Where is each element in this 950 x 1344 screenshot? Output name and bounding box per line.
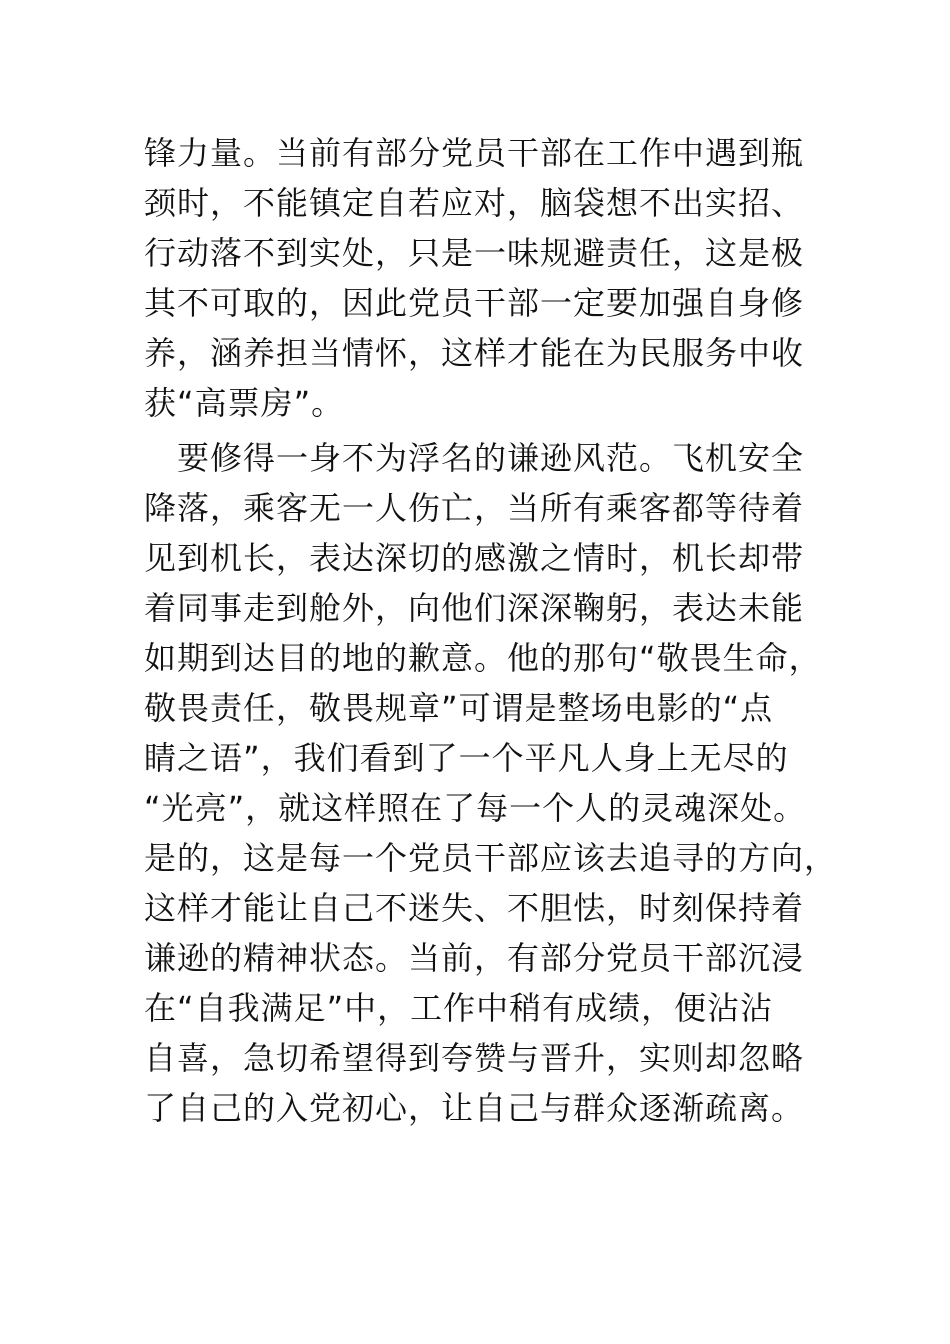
paragraph-2 bbox=[144, 433, 838, 1133]
paragraph-line: 养，涵养担当情怀，这样才能在为民服务中收 bbox=[144, 334, 805, 372]
paragraph-line: 了自己的入党初心，让自己与群众逐渐疏离。 bbox=[144, 1089, 805, 1127]
paragraph-1 bbox=[144, 128, 804, 428]
paragraph-line: 其不可取的，因此党员干部一定要加强自身修 bbox=[144, 284, 805, 322]
paragraph-line: 是的，这是每一个党员干部应该去追寻的方向， bbox=[144, 839, 838, 877]
paragraph-line: 着同事走到舱外，向他们深深鞠躬，表达未能 bbox=[144, 589, 805, 627]
paragraph-line: 锋力量。当前有部分党员干部在工作中遇到瓶 bbox=[144, 134, 805, 172]
paragraph-line: 在“自我满足”中，工作中稍有成绩，便沾沾 bbox=[144, 989, 774, 1027]
paragraph-line: 睛之语”，我们看到了一个平凡人身上无尽的 bbox=[144, 739, 789, 777]
paragraph-line: 自喜，急切希望得到夸赞与晋升，实则却忽略 bbox=[144, 1039, 805, 1077]
paragraph-line: 获“高票房”。 bbox=[144, 384, 345, 422]
paragraph-line: 谦逊的精神状态。当前，有部分党员干部沉浸 bbox=[144, 939, 805, 977]
paragraph-line: 敬畏责任，敬畏规章”可谓是整场电影的“点 bbox=[144, 689, 774, 727]
paragraph-line: “光亮”，就这样照在了每一个人的灵魂深处。 bbox=[144, 789, 807, 827]
paragraph-line: 这样才能让自己不迷失、不胆怯，时刻保持着 bbox=[144, 889, 805, 927]
paragraph-line: 降落，乘客无一人伤亡，当所有乘客都等待着 bbox=[144, 489, 805, 527]
paragraph-line: 见到机长，表达深切的感激之情时，机长却带 bbox=[144, 539, 805, 577]
paragraph-line: 如期到达目的地的歉意。他的那句“敬畏生命， bbox=[144, 639, 822, 677]
paragraph-line: 行动落不到实处，只是一味规避责任，这是极 bbox=[144, 234, 805, 272]
paragraph-line: 要修得一身不为浮名的谦逊风范。飞机安全 bbox=[144, 439, 805, 477]
paragraph-line: 颈时，不能镇定自若应对，脑袋想不出实招、 bbox=[144, 184, 805, 222]
